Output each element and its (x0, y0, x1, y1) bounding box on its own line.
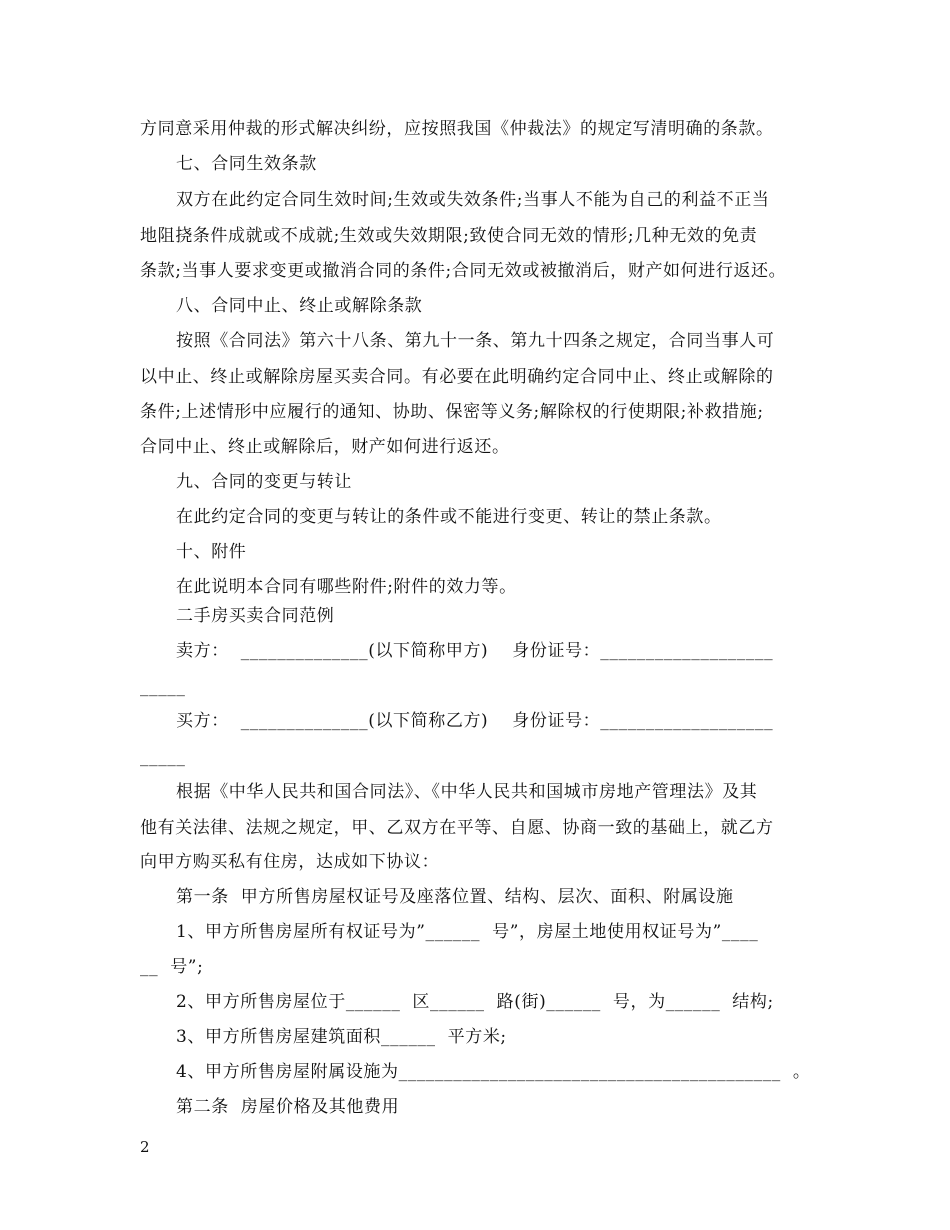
sample-title: 二手房买卖合同范例 (176, 606, 335, 626)
paragraph-line: 合同中止、终止或解除后，财产如何进行返还。 (140, 437, 510, 457)
article-heading: 第二条 房屋价格及其他费用 (176, 1097, 400, 1117)
clause-line: 4、甲方所售房屋附属设施为__________________________________________ 。 (176, 1062, 811, 1082)
section-heading: 八、合同中止、终止或解除条款 (176, 296, 423, 316)
buyer-line: 买方： ______________(以下简称乙方) 身份证号：___________________ (176, 711, 774, 731)
paragraph-line: 方同意采用仲裁的形式解决纠纷，应按照我国《仲裁法》的规定写清明确的条款。 (140, 119, 774, 139)
paragraph-line: 根据《中华人民共和国合同法》、《中华人民共和国城市房地产管理法》及其 (176, 782, 758, 802)
section-heading: 十、附件 (176, 542, 247, 562)
clause-line: 1、甲方所售房屋所有权证号为”______ 号”，房屋土地使用权证号为”____ (176, 922, 759, 942)
paragraph-line: 在此约定合同的变更与转让的条件或不能进行变更、转让的禁止条款。 (176, 507, 722, 527)
paragraph-line: 以中止、终止或解除房屋买卖合同。有必要在此明确约定合同中止、终止或解除的 (140, 367, 774, 387)
paragraph-line: 地阻挠条件成就或不成就;生效或失效期限;致使合同无效的情形;几种无效的免责 (140, 226, 758, 246)
clause-line: 2、甲方所售房屋位于______ 区______ 路(街)______ 号，为______ 结构; (176, 992, 774, 1012)
paragraph-line: 向甲方购买私有住房，达成如下协议： (140, 852, 440, 872)
article-heading: 第一条 甲方所售房屋权证号及座落位置、结构、层次、面积、附属设施 (176, 887, 734, 907)
paragraph-line: 条款;当事人要求变更或撤消合同的条件;合同无效或被撤消后，财产如何进行返还。 (140, 261, 787, 281)
paragraph-line: 双方在此约定合同生效时间;生效或失效条件;当事人不能为自己的利益不正当 (176, 190, 770, 210)
paragraph-line: 在此说明本合同有哪些附件;附件的效力等。 (176, 577, 517, 597)
page-number: 2 (140, 1138, 150, 1156)
paragraph-line: 条件;上述情形中应履行的通知、协助、保密等义务;解除权的行使期限;补救措施; (140, 402, 764, 422)
paragraph-line: 按照《合同法》第六十八条、第九十一条、第九十四条之规定，合同当事人可 (176, 331, 775, 351)
section-heading: 九、合同的变更与转让 (176, 472, 352, 492)
clause-line-continued: __ 号”; (140, 957, 204, 977)
seller-line-continued: _____ (140, 677, 186, 697)
section-heading: 七、合同生效条款 (176, 154, 317, 174)
buyer-line-continued: _____ (140, 747, 186, 767)
clause-line: 3、甲方所售房屋建筑面积______ 平方米; (176, 1027, 507, 1047)
paragraph-line: 他有关法律、法规之规定，甲、乙双方在平等、自愿、协商一致的基础上，就乙方 (140, 818, 774, 838)
seller-line: 卖方： ______________(以下简称甲方) 身份证号：___________________ (176, 641, 774, 661)
